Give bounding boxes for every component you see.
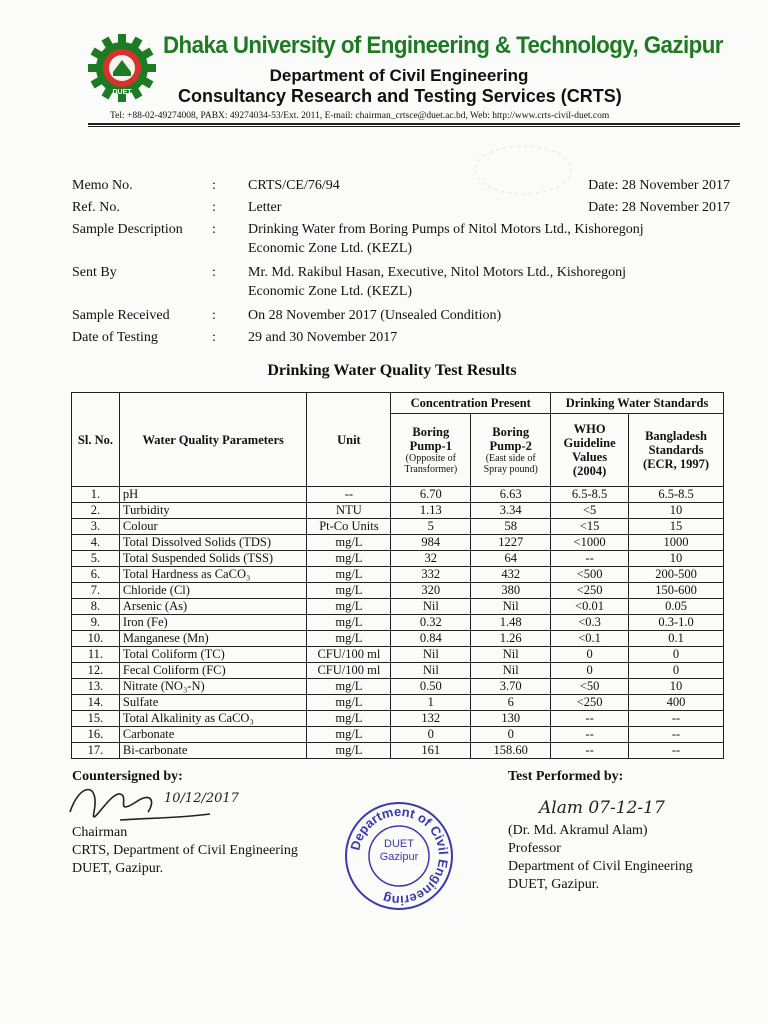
- cell-param: pH: [119, 487, 307, 503]
- tester-name: (Dr. Md. Akramul Alam): [508, 823, 648, 838]
- ref-value: Letter: [248, 200, 282, 215]
- table-row: [72, 711, 724, 727]
- cell-sl: 5.: [72, 551, 120, 567]
- countersigned-title: Chairman: [72, 825, 128, 840]
- cell-unit: mg/L: [307, 583, 391, 599]
- cell-bd: 10: [629, 551, 724, 567]
- cell-bd: 0.3-1.0: [629, 615, 724, 631]
- ref-row: [72, 198, 742, 217]
- cell-p2: Nil: [471, 647, 551, 663]
- cell-who: <0.1: [551, 631, 629, 647]
- cell-sl: 13.: [72, 679, 120, 695]
- chairman-signature: [60, 772, 239, 842]
- pump2-title: Boring Pump-2: [489, 425, 532, 453]
- cell-param: Sulfate: [119, 695, 307, 711]
- cell-param: Bi-carbonate: [119, 743, 307, 759]
- cell-p1: Nil: [391, 599, 471, 615]
- table-row: [72, 631, 724, 647]
- table-row: [72, 663, 724, 679]
- memo-details: [72, 176, 742, 350]
- table-row: [72, 503, 724, 519]
- cell-p1: 0.84: [391, 631, 471, 647]
- cell-p1: Nil: [391, 647, 471, 663]
- col-header-standards: Drinking Water Standards: [551, 393, 724, 414]
- cell-sl: 10.: [72, 631, 120, 647]
- cell-unit: --: [307, 487, 391, 503]
- cell-param: Colour: [119, 519, 307, 535]
- cell-unit: mg/L: [307, 567, 391, 583]
- cell-bd: --: [629, 727, 724, 743]
- tester-title: Professor: [508, 841, 561, 856]
- seal-center: [365, 838, 433, 864]
- seal-center-line2: Gazipur: [379, 851, 419, 863]
- cell-param: Total Suspended Solids (TSS): [119, 551, 307, 567]
- cell-bd: 0: [629, 647, 724, 663]
- svg-text:DUET: DUET: [112, 89, 132, 96]
- cell-who: <0.3: [551, 615, 629, 631]
- sample-description-row: [72, 220, 742, 258]
- cell-p2: 1.26: [471, 631, 551, 647]
- pump1-title: Boring Pump-1: [409, 425, 452, 453]
- sample-received-label: Sample Received: [72, 308, 170, 323]
- colon: :: [212, 265, 216, 280]
- cell-param: Arsenic (As): [119, 599, 307, 615]
- sample-description-line1: Drinking Water from Boring Pumps of Nitol Motors Ltd., Kishoregonj: [248, 222, 644, 237]
- cell-p1: 32: [391, 551, 471, 567]
- table-row: [72, 535, 724, 551]
- cell-p2: 3.34: [471, 503, 551, 519]
- table-row: [72, 567, 724, 583]
- svg-text:Department of Civil Engineerin: Department of Civil Engineering: [347, 803, 452, 909]
- pump2-note: (East side of Spray pound): [483, 453, 538, 475]
- date-of-testing-label: Date of Testing: [72, 330, 158, 345]
- cell-unit: mg/L: [307, 695, 391, 711]
- sample-received-value: On 28 November 2017 (Unsealed Condition): [248, 308, 502, 323]
- cell-unit: Pt-Co Units: [307, 519, 391, 535]
- memo-date: Date: 28 November 2017: [588, 178, 730, 193]
- cell-p2: 58: [471, 519, 551, 535]
- colon: :: [212, 222, 216, 237]
- sent-by-line2: Economic Zone Ltd. (KEZL): [248, 284, 413, 299]
- tester-signature: [535, 793, 705, 821]
- col-header-param: Water Quality Parameters: [119, 393, 307, 487]
- col-header-sl: Sl. No.: [72, 393, 120, 487]
- cell-param: Total Coliform (TC): [119, 647, 307, 663]
- cell-p1: 6.70: [391, 487, 471, 503]
- memo-row: [72, 176, 742, 195]
- cell-p1: 1.13: [391, 503, 471, 519]
- cell-p1: 0.50: [391, 679, 471, 695]
- cell-p2: 130: [471, 711, 551, 727]
- col-header-bd: Bangladesh Standards (ECR, 1997): [629, 414, 724, 487]
- cell-who: --: [551, 727, 629, 743]
- ref-label: Ref. No.: [72, 200, 120, 215]
- pump1-note: (Opposite of Transformer): [404, 453, 458, 475]
- table-row: [72, 615, 724, 631]
- cell-bd: 6.5-8.5: [629, 487, 724, 503]
- cell-bd: 0: [629, 663, 724, 679]
- sent-by-value: [248, 263, 742, 301]
- cell-param: Manganese (Mn): [119, 631, 307, 647]
- cell-who: <250: [551, 695, 629, 711]
- cell-who: <250: [551, 583, 629, 599]
- countersigned-heading: Countersigned by:: [72, 769, 183, 784]
- cell-sl: 15.: [72, 711, 120, 727]
- cell-who: <1000: [551, 535, 629, 551]
- cell-who: --: [551, 551, 629, 567]
- cell-p2: 64: [471, 551, 551, 567]
- cell-sl: 17.: [72, 743, 120, 759]
- sample-description-line2: Economic Zone Ltd. (KEZL): [248, 241, 413, 256]
- cell-sl: 3.: [72, 519, 120, 535]
- cell-sl: 14.: [72, 695, 120, 711]
- cell-param: Carbonate: [119, 727, 307, 743]
- cell-p2: 0: [471, 727, 551, 743]
- header-row-group: [72, 393, 724, 414]
- cell-p2: 158.60: [471, 743, 551, 759]
- sample-description-value: [248, 220, 742, 258]
- cell-who: 0: [551, 647, 629, 663]
- cell-bd: 1000: [629, 535, 724, 551]
- cell-p2: 6.63: [471, 487, 551, 503]
- cell-unit: mg/L: [307, 599, 391, 615]
- results-body: [72, 487, 724, 759]
- tester-dept: Department of Civil Engineering: [508, 859, 693, 874]
- cell-who: 0: [551, 663, 629, 679]
- cell-p2: 380: [471, 583, 551, 599]
- cell-bd: --: [629, 711, 724, 727]
- cell-bd: 0.1: [629, 631, 724, 647]
- header-rule-thin: [88, 126, 740, 127]
- cell-unit: mg/L: [307, 743, 391, 759]
- sent-by-row: [72, 263, 742, 301]
- header-rule: [88, 123, 740, 125]
- cell-unit: mg/L: [307, 631, 391, 647]
- cell-param: Fecal Coliform (FC): [119, 663, 307, 679]
- cell-param: Total Alkalinity as CaCO₃: [119, 711, 307, 727]
- crts-name: Consultancy Research and Testing Services (CRTS): [178, 86, 622, 106]
- cell-sl: 4.: [72, 535, 120, 551]
- colon: :: [212, 200, 216, 215]
- colon: :: [212, 178, 216, 193]
- cell-unit: NTU: [307, 503, 391, 519]
- sent-by-line1: Mr. Md. Rakibul Hasan, Executive, Nitol Motors Ltd., Kishoregonj: [248, 265, 626, 280]
- cell-p2: 6: [471, 695, 551, 711]
- table-row: [72, 551, 724, 567]
- table-row: [72, 727, 724, 743]
- cell-p2: 1227: [471, 535, 551, 551]
- countersigned-dept: CRTS, Department of Civil Engineering: [72, 843, 298, 858]
- table-row: [72, 695, 724, 711]
- cell-who: 6.5-8.5: [551, 487, 629, 503]
- ref-date: Date: 28 November 2017: [588, 200, 730, 215]
- cell-sl: 11.: [72, 647, 120, 663]
- col-header-who: WHO Guideline Values (2004): [551, 414, 629, 487]
- cell-p1: 320: [391, 583, 471, 599]
- countersigned-place: DUET, Gazipur.: [72, 861, 164, 876]
- cell-who: <0.01: [551, 599, 629, 615]
- colon: :: [212, 330, 216, 345]
- col-header-pump2: [471, 414, 551, 487]
- cell-sl: 1.: [72, 487, 120, 503]
- tester-place: DUET, Gazipur.: [508, 877, 600, 892]
- cell-sl: 8.: [72, 599, 120, 615]
- cell-unit: mg/L: [307, 711, 391, 727]
- cell-unit: mg/L: [307, 679, 391, 695]
- cell-bd: 0.05: [629, 599, 724, 615]
- cell-param: Chloride (Cl): [119, 583, 307, 599]
- cell-who: <50: [551, 679, 629, 695]
- cell-sl: 9.: [72, 615, 120, 631]
- test-performed-block: [508, 768, 693, 894]
- cell-p1: 132: [391, 711, 471, 727]
- contact-line: Tel: +88-02-49274008, PABX: 49274034-53/Ext. 2011, E-mail: chairman_crtsce@duet.ac.bd, Web: http://www.crts-civil-duet.com: [110, 111, 610, 121]
- cell-p2: Nil: [471, 599, 551, 615]
- sample-received-row: [72, 306, 742, 325]
- cell-unit: CFU/100 ml: [307, 647, 391, 663]
- date-of-testing-value: 29 and 30 November 2017: [248, 330, 398, 345]
- cell-who: <5: [551, 503, 629, 519]
- cell-unit: CFU/100 ml: [307, 663, 391, 679]
- cell-p2: 3.70: [471, 679, 551, 695]
- colon: :: [212, 308, 216, 323]
- cell-unit: mg/L: [307, 535, 391, 551]
- cell-p2: 1.48: [471, 615, 551, 631]
- table-title: Drinking Water Quality Test Results: [267, 362, 517, 379]
- department-name: Department of Civil Engineering: [269, 66, 529, 85]
- table-row: [72, 487, 724, 503]
- cell-p2: Nil: [471, 663, 551, 679]
- date-of-testing-row: [72, 328, 742, 347]
- cell-p1: 1: [391, 695, 471, 711]
- col-header-concentration: Concentration Present: [391, 393, 551, 414]
- memo-label: Memo No.: [72, 178, 133, 193]
- table-row: [72, 679, 724, 695]
- cell-p1: 0: [391, 727, 471, 743]
- cell-p1: 0.32: [391, 615, 471, 631]
- cell-bd: 15: [629, 519, 724, 535]
- cell-sl: 12.: [72, 663, 120, 679]
- col-header-pump1: [391, 414, 471, 487]
- cell-param: Turbidity: [119, 503, 307, 519]
- cell-p1: 332: [391, 567, 471, 583]
- svg-text:Alam 07-12-17: Alam 07-12-17: [539, 798, 665, 818]
- cell-sl: 6.: [72, 567, 120, 583]
- cell-who: <15: [551, 519, 629, 535]
- cell-bd: 10: [629, 679, 724, 695]
- cell-p1: 5: [391, 519, 471, 535]
- cell-bd: --: [629, 743, 724, 759]
- cell-who: --: [551, 711, 629, 727]
- test-performed-heading: Test Performed by:: [508, 769, 624, 784]
- cell-bd: 150-600: [629, 583, 724, 599]
- table-row: [72, 519, 724, 535]
- cell-bd: 400: [629, 695, 724, 711]
- cell-sl: 16.: [72, 727, 120, 743]
- cell-sl: 7.: [72, 583, 120, 599]
- cell-who: --: [551, 743, 629, 759]
- cell-p2: 432: [471, 567, 551, 583]
- cell-bd: 200-500: [629, 567, 724, 583]
- table-row: [72, 583, 724, 599]
- cell-p1: 161: [391, 743, 471, 759]
- results-table: [71, 392, 724, 759]
- cell-unit: mg/L: [307, 727, 391, 743]
- cell-p1: 984: [391, 535, 471, 551]
- cell-unit: mg/L: [307, 615, 391, 631]
- table-row: [72, 743, 724, 759]
- university-name: Dhaka University of Engineering & Technology, Gazipur: [163, 32, 723, 59]
- cell-who: <500: [551, 567, 629, 583]
- table-row: [72, 647, 724, 663]
- memo-value: CRTS/CE/76/94: [248, 178, 340, 193]
- sent-by-label: Sent By: [72, 265, 117, 280]
- cell-sl: 2.: [72, 503, 120, 519]
- seal-center-line1: DUET: [384, 838, 414, 850]
- cell-unit: mg/L: [307, 551, 391, 567]
- table-row: [72, 599, 724, 615]
- sample-description-label: Sample Description: [72, 222, 183, 237]
- cell-bd: 10: [629, 503, 724, 519]
- cell-param: Total Hardness as CaCO₃: [119, 567, 307, 583]
- svg-text:10/12/2017: 10/12/2017: [164, 791, 239, 806]
- cell-param: Iron (Fe): [119, 615, 307, 631]
- cell-p1: Nil: [391, 663, 471, 679]
- cell-param: Nitrate (NO₃-N): [119, 679, 307, 695]
- col-header-unit: Unit: [307, 393, 391, 487]
- cell-param: Total Dissolved Solids (TDS): [119, 535, 307, 551]
